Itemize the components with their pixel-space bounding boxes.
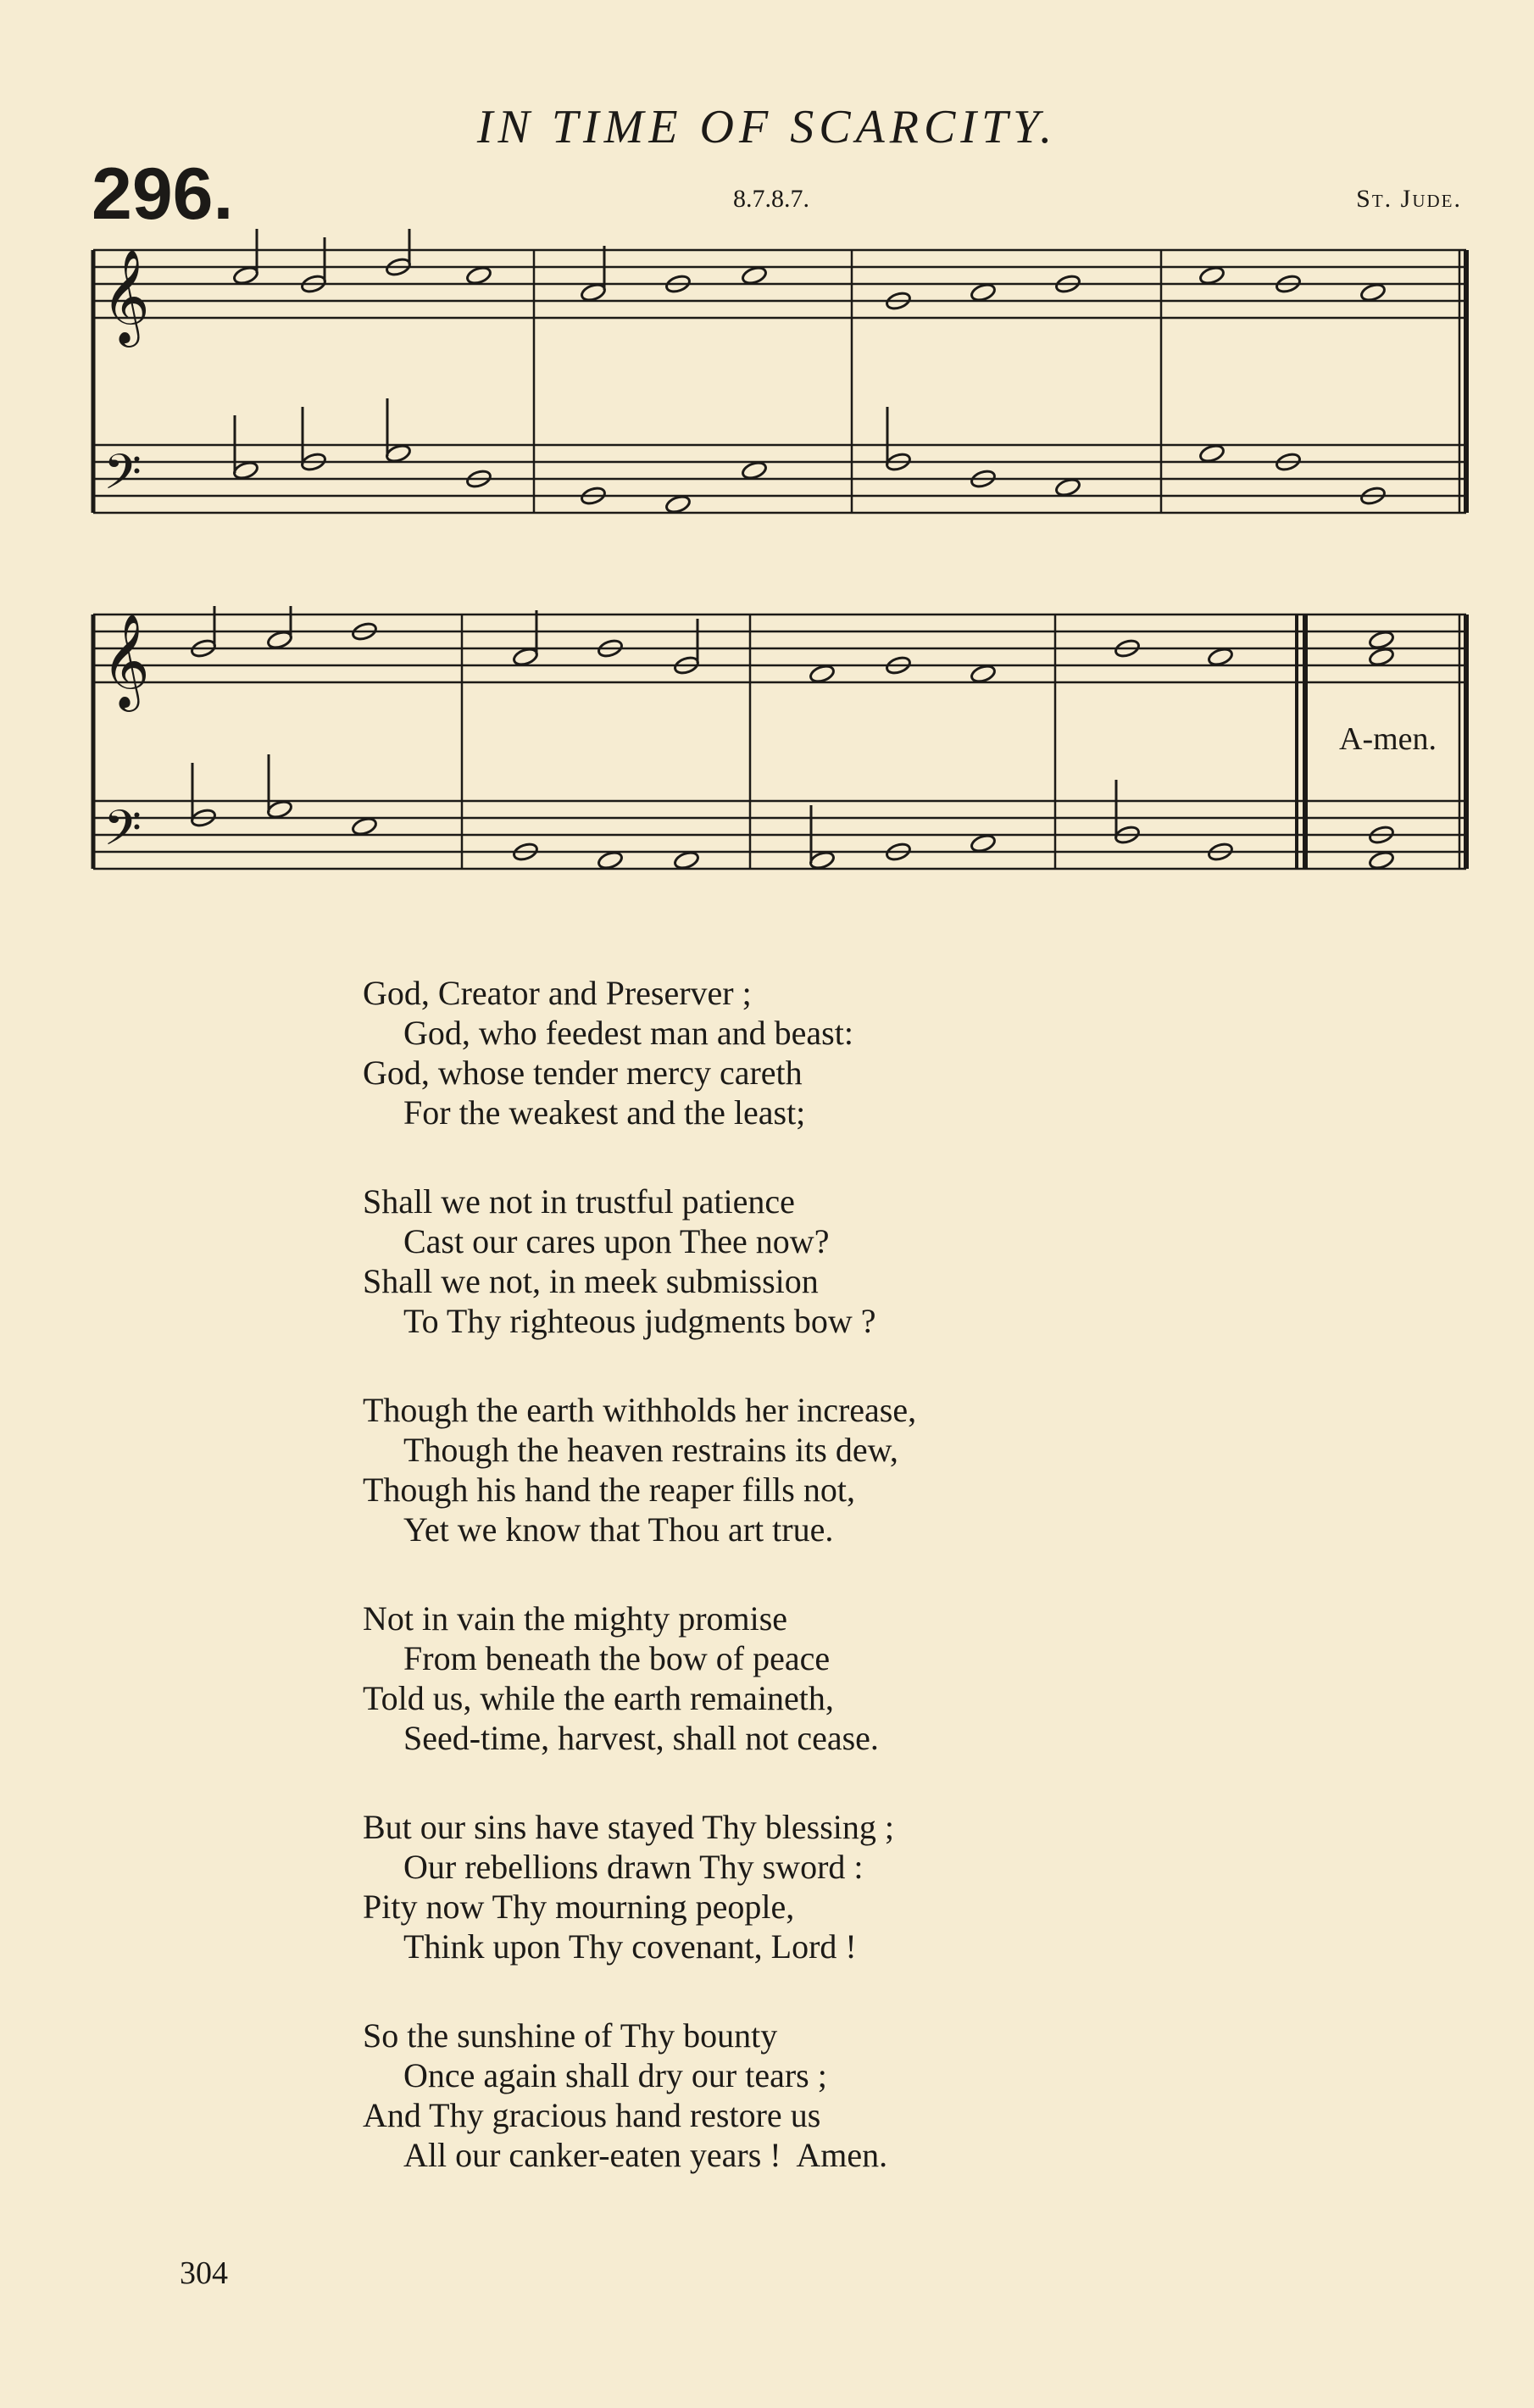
music-system-2 xyxy=(85,606,1475,898)
meter: 8.7.8.7. xyxy=(733,185,809,213)
verse-line: Though his hand the reaper fills not, xyxy=(363,1471,855,1509)
verse-line: For the weakest and the least; xyxy=(403,1093,806,1132)
verse-line: Pity now Thy mourning people, xyxy=(363,1888,795,1926)
verse-line: God, Creator and Preserver ; xyxy=(363,974,752,1012)
hymn-number: 296. xyxy=(92,153,234,235)
music-notation-1 xyxy=(85,229,1475,542)
svg-text:𝄢: 𝄢 xyxy=(103,443,142,513)
music-system-1 xyxy=(85,229,1475,542)
svg-text:𝄞: 𝄞 xyxy=(102,248,150,343)
verse-line: From beneath the bow of peace xyxy=(403,1639,831,1677)
amen-label: A-men. xyxy=(1339,721,1437,757)
verse-line: Cast our cares upon Thee now? xyxy=(403,1222,830,1260)
verse-line: Not in vain the mighty promise xyxy=(363,1599,788,1638)
verse-line: Though the earth withholds her increase, xyxy=(363,1391,917,1429)
tune-name: St. Jude. xyxy=(1356,185,1462,213)
svg-text:𝄞: 𝄞 xyxy=(102,613,150,708)
verse xyxy=(363,2016,916,2175)
svg-text:𝄢: 𝄢 xyxy=(103,799,142,869)
verse xyxy=(363,1807,916,1966)
verse-line: And Thy gracious hand restore us xyxy=(363,2096,821,2134)
verse-line: But our sins have stayed Thy blessing ; xyxy=(363,1808,894,1846)
section-heading: IN TIME OF SCARCITY. xyxy=(476,101,1058,153)
verse-line: Told us, while the earth remaineth, xyxy=(363,1679,834,1717)
verse-line: Once again shall dry our tears ; xyxy=(403,2056,827,2094)
verse-line: Shall we not, in meek submission xyxy=(363,1262,819,1300)
verse-line: Think upon Thy covenant, Lord ! xyxy=(403,1927,857,1966)
verse-line: To Thy righteous judgments bow ? xyxy=(403,1302,876,1340)
verse-line: All our canker-eaten years ! Amen. xyxy=(403,2136,888,2174)
verse xyxy=(363,973,916,1132)
verse-line: Our rebellions drawn Thy sword : xyxy=(403,1848,864,1886)
verse-line: God, who feedest man and beast: xyxy=(403,1014,853,1052)
verse xyxy=(363,1182,916,1341)
verse-line: Shall we not in trustful patience xyxy=(363,1182,795,1221)
page-number: 304 xyxy=(180,2255,228,2291)
verse xyxy=(363,1599,916,1758)
music-notation-2 xyxy=(85,606,1475,898)
verse-line: Though the heaven restrains its dew, xyxy=(403,1431,898,1469)
verse-line: Seed-time, harvest, shall not cease. xyxy=(403,1719,879,1757)
verse-line: Yet we know that Thou art true. xyxy=(403,1510,834,1549)
verse-line: God, whose tender mercy careth xyxy=(363,1054,803,1092)
hymn-verses xyxy=(363,973,916,2224)
verse xyxy=(363,1390,916,1549)
verse-line: So the sunshine of Thy bounty xyxy=(363,2016,778,2055)
